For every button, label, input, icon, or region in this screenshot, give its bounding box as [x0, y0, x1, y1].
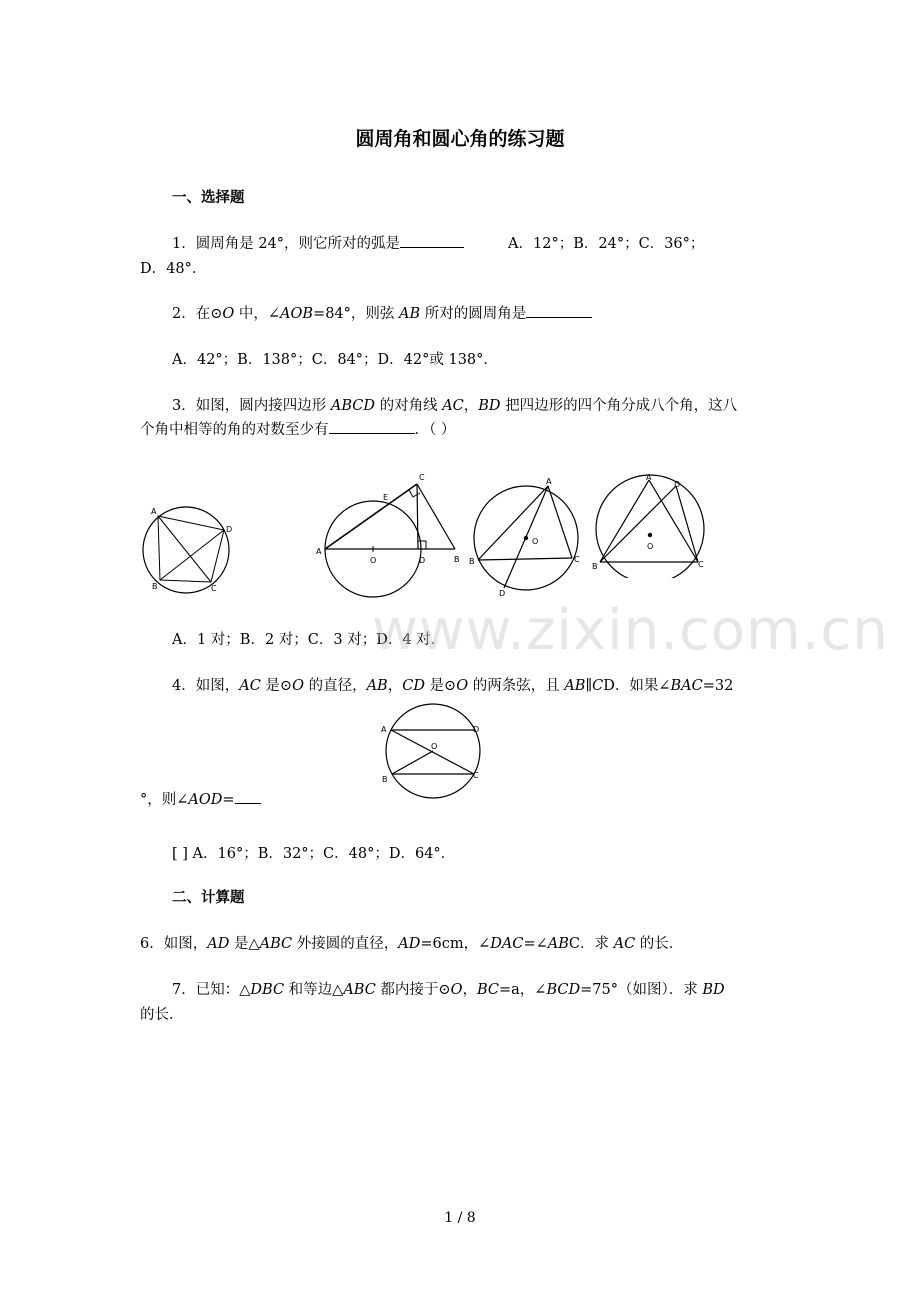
question-4-options: [ ] A．16°；B．32°；C．48°；D．64°． [172, 846, 456, 862]
fig2-label-a: A [316, 547, 322, 556]
page-number: 1 / 8 [444, 1210, 476, 1226]
fig1-label-b: B [152, 582, 158, 591]
fig3-label-d: D [499, 589, 506, 598]
question-1-options-cont: D．48°． [140, 261, 207, 277]
fig4-label-b: D [473, 725, 480, 734]
question-4-line-2: °，则∠AOD= [140, 788, 261, 809]
fig4-label-c: C [473, 771, 479, 780]
fig2-label-e: E [383, 493, 389, 502]
fig5-label-c: C [698, 560, 704, 569]
section-heading-choice: 一、选择题 [172, 190, 245, 206]
fig5-label-b: B [592, 562, 598, 571]
question-3: 3．如图，圆内接四边形 ABCD 的对角线 AC，BD 把四边形的四个角分成八个角，这八 [172, 398, 738, 414]
question-6: 6．如图，AD 是△ABC 外接圆的直径，AD=6cm，∠DAC=∠ABC．求 AC 的长． [140, 936, 684, 952]
question-3-options: A．1 对；B．2 对；C．3 对；D．4 对． [172, 632, 446, 648]
fig2-label-c: C [419, 473, 425, 482]
fig2-label-b: B [454, 555, 460, 564]
question-7-line-2: 的长． [140, 1007, 184, 1023]
fig3-label-c: C [574, 555, 580, 564]
answer-blank [235, 789, 261, 804]
fig1-label-d: D [226, 525, 233, 534]
fig5-label-d: D [674, 480, 681, 489]
answer-blank [400, 233, 464, 248]
question-3-line-2: 个角中相等的角的对数至少有 ．（ ） [140, 418, 455, 439]
question-2-options: A．42°；B．138°；C．84°；D．42°或 138°． [172, 352, 498, 368]
fig3-label-o: O [532, 537, 539, 546]
question-1: 1．圆周角是 24°，则它所对的弧是 A．12°；B．24°；C．36°； [172, 232, 704, 253]
fig4-label-a: A [381, 725, 387, 734]
fig3-label-b: B [469, 557, 475, 566]
figure-diameter-triangle [312, 468, 464, 598]
figure-parallel-chords [376, 700, 492, 804]
fig5-label-o: O [647, 542, 654, 551]
watermark: www.zixin.com.cn [372, 598, 889, 663]
figure-inscribed-triangle [466, 476, 586, 600]
fig2-label-d: D [419, 556, 426, 565]
fig4-label-o: O [431, 742, 438, 751]
question-4: 4．如图，AC 是⊙O 的直径，AB，CD 是⊙O 的两条弦，且 AB∥CD．如果∠BAC=32 [172, 678, 734, 694]
fig5-label-a: A [646, 473, 652, 482]
question-7: 7．已知：△DBC 和等边△ABC 都内接于⊙O，BC=a，∠BCD=75°（如图）．求 BD [172, 982, 725, 998]
answer-blank [329, 419, 415, 434]
fig2-label-o: O [370, 556, 377, 565]
question-2: 2．在⊙O 中，∠AOB=84°，则弦 AB 所对的圆周角是 [172, 302, 592, 323]
fig3-label-a: A [546, 477, 552, 486]
section-heading-calc: 二、计算题 [172, 890, 245, 906]
page-title: 圆周角和圆心角的练习题 [355, 128, 565, 150]
figure-equilateral-triangle [590, 472, 712, 578]
fig1-label-a: A [151, 507, 157, 516]
fig1-label-c: C [211, 584, 217, 593]
answer-blank [526, 303, 592, 318]
figure-cyclic-quadrilateral [138, 500, 238, 596]
fig4-label-d: B [382, 775, 388, 784]
